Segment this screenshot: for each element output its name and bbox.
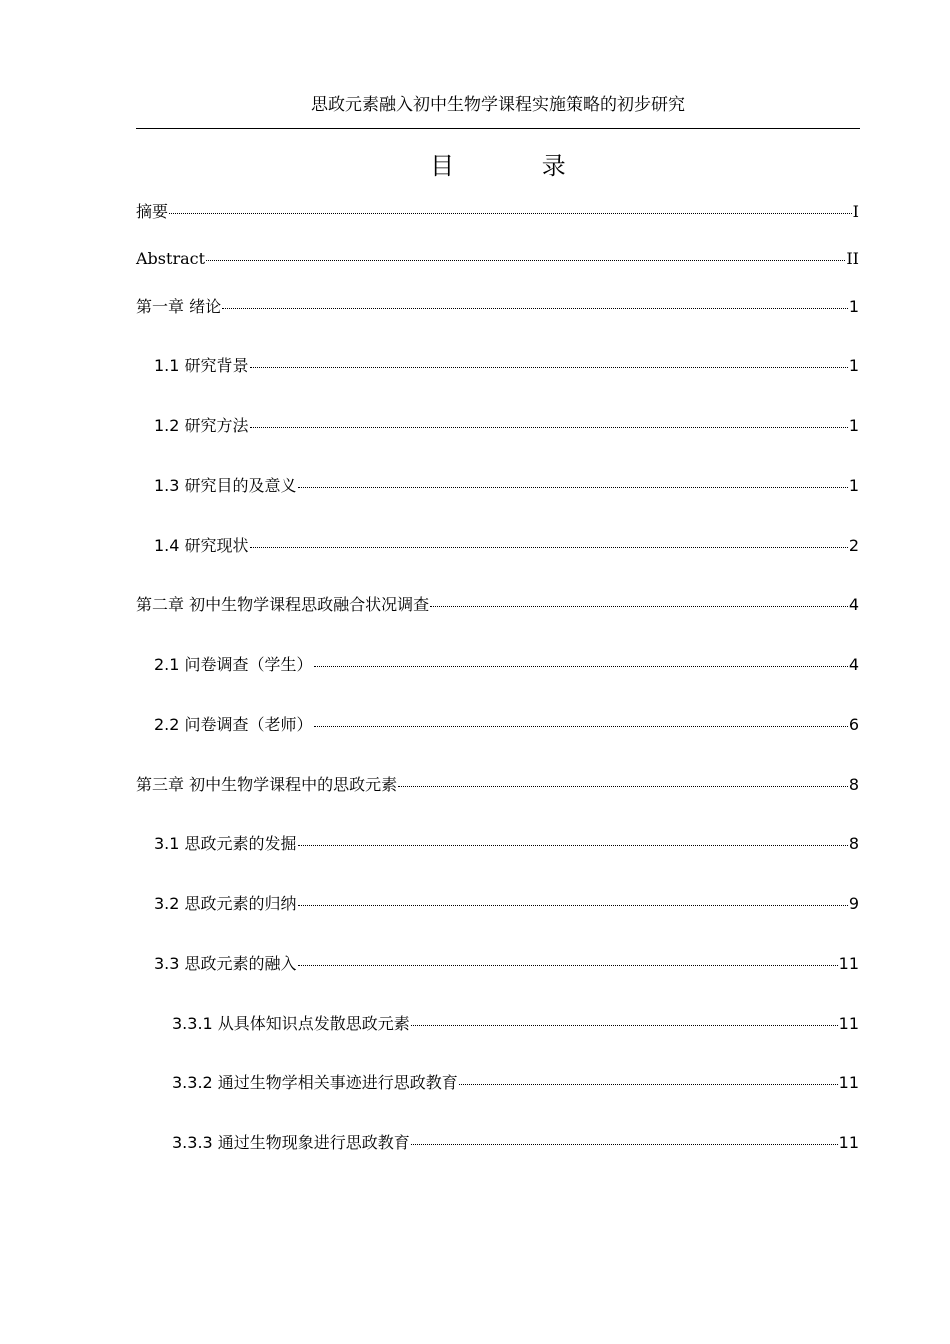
dot-leader	[314, 726, 848, 727]
toc-entry-label: 2.2 问卷调查（老师）	[154, 715, 313, 734]
toc-entry-page: I	[852, 202, 859, 221]
dot-leader	[222, 308, 848, 309]
toc-entry-label: 第三章 初中生物学课程中的思政元素	[136, 775, 398, 794]
toc-entry-label: 1.4 研究现状	[154, 536, 249, 555]
toc-entry[interactable]	[154, 356, 859, 376]
dot-leader	[298, 905, 848, 906]
toc-entry[interactable]	[154, 416, 859, 436]
dot-leader	[411, 1025, 838, 1026]
toc-entry-label: 3.3 思政元素的融入	[154, 954, 297, 973]
toc-entry-page: 4	[848, 595, 859, 614]
toc-entry[interactable]	[136, 297, 859, 317]
toc-entry-page: 8	[848, 834, 859, 853]
toc-entry-label: 3.3.2 通过生物学相关事迹进行思政教育	[172, 1073, 458, 1092]
toc-entry-page: 9	[848, 894, 859, 913]
dot-leader	[250, 367, 848, 368]
toc-entry-label: 3.1 思政元素的发掘	[154, 834, 297, 853]
toc-entry-label: 第二章 初中生物学课程思政融合状况调查	[136, 595, 430, 614]
dot-leader	[169, 213, 852, 214]
toc-entry-page: 1	[848, 476, 859, 495]
toc-entry-label: 3.3.3 通过生物现象进行思政教育	[172, 1133, 410, 1152]
toc-entry[interactable]	[154, 655, 859, 675]
toc-entry-page: 8	[848, 775, 859, 794]
toc-entry-page: 11	[838, 1073, 859, 1092]
toc-entry-label: 第一章 绪论	[136, 297, 222, 316]
toc-entry-label: 摘要	[136, 202, 169, 221]
toc-entry[interactable]	[154, 894, 859, 914]
toc-entry-page: 1	[848, 297, 859, 316]
toc-entry[interactable]	[172, 1073, 859, 1093]
toc-entry-page: 6	[848, 715, 859, 734]
toc-entry[interactable]	[136, 595, 859, 615]
toc-entry-label: Abstract	[136, 249, 206, 268]
toc-entry[interactable]	[154, 476, 859, 496]
dot-leader	[250, 547, 848, 548]
toc-entry-page: 2	[848, 536, 859, 555]
toc-entry-page: 11	[838, 1133, 859, 1152]
toc-entry-page: 11	[838, 954, 859, 973]
toc-entry[interactable]	[136, 249, 859, 269]
running-header: 思政元素融入初中生物学课程实施策略的初步研究	[311, 95, 685, 115]
toc-entry-page: 4	[848, 655, 859, 674]
toc-entry-label: 3.2 思政元素的归纳	[154, 894, 297, 913]
toc-entry[interactable]	[154, 715, 859, 735]
dot-leader	[250, 427, 848, 428]
dot-leader	[411, 1144, 838, 1145]
dot-leader	[398, 786, 848, 787]
dot-leader	[298, 845, 848, 846]
toc-entry-page: 11	[838, 1014, 859, 1033]
toc-entry-label: 1.2 研究方法	[154, 416, 249, 435]
dot-leader	[298, 965, 838, 966]
toc-entry-label: 1.3 研究目的及意义	[154, 476, 297, 495]
dot-leader	[430, 606, 848, 607]
header-rule	[136, 128, 860, 129]
toc-title: 目 录	[430, 152, 606, 180]
dot-leader	[206, 260, 845, 261]
toc-entry[interactable]	[172, 1014, 859, 1034]
toc-entry[interactable]	[154, 954, 859, 974]
toc-entry[interactable]	[136, 775, 859, 795]
dot-leader	[459, 1084, 838, 1085]
toc-entry-label: 3.3.1 从具体知识点发散思政元素	[172, 1014, 410, 1033]
dot-leader	[314, 666, 848, 667]
toc-entry[interactable]	[136, 202, 859, 222]
toc-entry-page: 1	[848, 356, 859, 375]
toc-entry-label: 2.1 问卷调查（学生）	[154, 655, 313, 674]
toc-entry[interactable]	[154, 536, 859, 556]
toc-entry[interactable]	[154, 834, 859, 854]
toc-entry-page: II	[846, 249, 859, 268]
toc-entry-page: 1	[848, 416, 859, 435]
toc-entry[interactable]	[172, 1133, 859, 1153]
toc-entry-label: 1.1 研究背景	[154, 356, 249, 375]
dot-leader	[298, 487, 848, 488]
